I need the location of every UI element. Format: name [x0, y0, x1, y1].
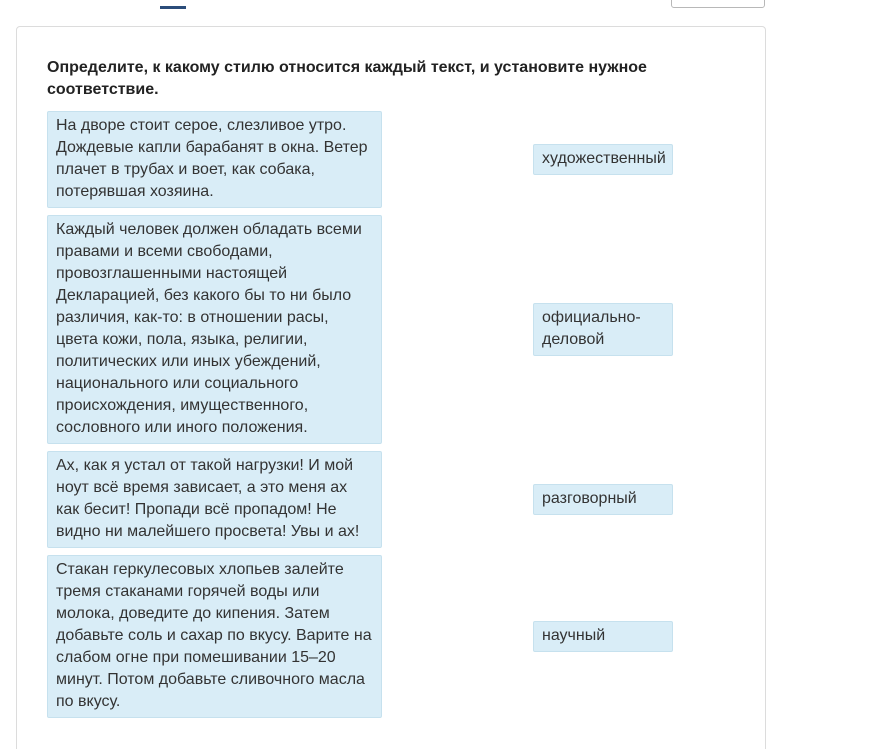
text-block-2[interactable]: Каждый человек должен обладать всеми правами и всеми свободами, провозглашенными настоящей Декларацией, без какого бы то ни было различия, как-то: в отношении расы, цвета кожи, пола, языка, религии, политических или иных убеждений, национального или социального происхождения, имущественного, сословного или иного положения.	[47, 215, 382, 444]
active-tab-indicator	[160, 6, 186, 9]
style-option-scientific[interactable]: научный	[533, 621, 673, 652]
text-block-1[interactable]: На дворе стоит серое, слезливое утро. Дождевые капли барабанят в окна. Ветер плачет в трубах и воет, как собака, потерявшая хозяина.	[47, 111, 382, 208]
style-option-artistic[interactable]: художественный	[533, 144, 673, 175]
style-option-official[interactable]: официально-деловой	[533, 303, 673, 356]
style-option-colloquial[interactable]: разговорный	[533, 484, 673, 515]
text-block-4[interactable]: Стакан геркулесовых хлопьев залейте тремя стаканами горячей воды или молока, доведите до кипения. Затем добавьте соль и сахар по вкусу. Варите на слабом огне при помешивании 15–20 минут. Потом добавьте сливочного масла по вкусу.	[47, 555, 382, 718]
top-action-button[interactable]	[671, 0, 765, 8]
question-title: Определите, к какому стилю относится каждый текст, и установите нужное соответствие.	[47, 59, 647, 98]
text-block-3[interactable]: Ах, как я устал от такой нагрузки! И мой ноут всё время зависает, а это меня ах как бесит! Пропади всё пропадом! Не видно ни малейшего просвета! Увы и ах!	[47, 451, 382, 548]
